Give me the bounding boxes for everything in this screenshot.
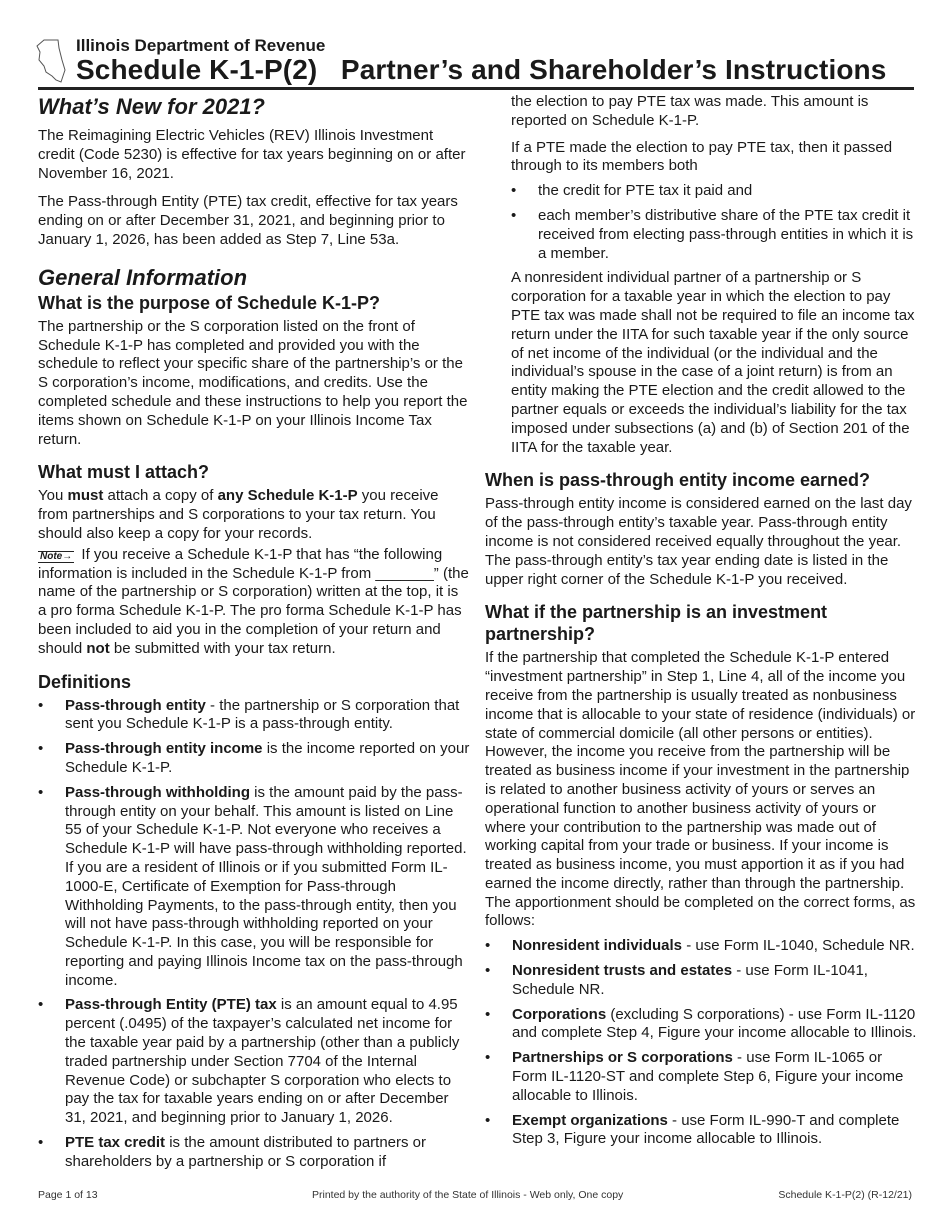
definition-item — [38, 740, 470, 778]
form-item — [485, 1112, 917, 1150]
definition-item — [38, 996, 470, 1128]
whats-new-heading: What’s New for 2021? — [38, 94, 265, 119]
earned-text: Pass-through entity income is considered earned on the last day of the pass-through entity’s taxable year. Pass-through entity income is not considered received equally throughout the year. The pass-through entity’s tax year ending date is listed in the upper right corner of the Schedule K-1-P you received. — [485, 495, 912, 588]
text-run: you receive from partnerships and S corporations to your tax return. You should also keep a copy for your records. — [38, 487, 439, 542]
form-id: Schedule K-1-P(2) (R-12/21) — [778, 1189, 912, 1201]
investment-text: If the partnership that completed the Schedule K-1-P entered “investment partnership” in Step 1, Line 4, all of the income you receive from the partnership is usually treated as nonbusiness income that is allocable to your state of residence (individuals) or state of commercial domicile (all other persons or entities). However, the income you receive from the partnership will be treated as business income if your investment in the partnership is related to another business activity of yours or serves an operational function to another business activity of yours or where your contribution to the partnership was made out of working capital from your trade or business. If your income is treated as business income, you must apportion it as if you had earned the income directly, rather than through the partnership. The apportionment should be completed on the correct forms, as follows: — [485, 649, 916, 930]
form-term: Nonresident trusts and estates — [512, 962, 733, 980]
text-run: be submitted with your tax return. — [109, 639, 336, 657]
form-text: - use Form IL-1065 or Form IL-1120-ST and complete Step 6, Figure your income allocable to Illinois. — [512, 1049, 904, 1104]
whats-new-paragraph: The Pass-through Entity (PTE) tax credit, effective for tax years ending on or after December 31, 2021, and beginning prior to January 1, 2026, has been added as Step 7, Line 53a. — [38, 193, 458, 248]
text-run: If you receive a Schedule K-1-P that has “the following information is included in the Schedule K-1-P from _______” (the name of the partnership or S corporation) written at the top, it is a pro forma Schedule K-1-P. The pro forma Schedule K-1-P has been included to aid you in the completion of your return and should — [38, 545, 469, 657]
pte-bullet: • each member’s distributive share of the PTE tax credit it received from electing pass-through entities in which it is a member. — [511, 207, 917, 263]
definition-text: - the partnership or S corporation that sent you Schedule K-1-P is a pass-through entity. — [65, 696, 460, 733]
form-item — [485, 1049, 917, 1105]
form-text: - use Form IL-1040, Schedule NR. — [682, 937, 915, 955]
form-item — [485, 1006, 917, 1044]
definition-text: is the amount distributed to partners or shareholders by a partnership or S corporation if — [65, 1134, 427, 1170]
definition-term: Pass-through entity income — [65, 740, 263, 758]
note-icon: Note→ — [40, 550, 73, 562]
definition-text: is an amount equal to 4.95 percent (.0495) of the taxpayer’s calculated net income for the taxable year paid by a partnership (other than a publicly traded partnership under Section 7704 of the Internal Revenue Code) or subchapter S corporation who elects to pay the tax for taxable years ending on or after December 31, 2021, and beginning prior to January 1, 2026. — [65, 996, 460, 1127]
definition-item — [38, 697, 470, 735]
right-column — [485, 93, 917, 1155]
definition-term: Pass-through withholding — [65, 783, 250, 801]
form-text: - use Form IL-1041, Schedule NR. — [512, 962, 868, 998]
page-title: Schedule K-1-P(2) Partner’s and Shareholder’s Instructions — [76, 54, 887, 85]
bold-run: any Schedule K-1-P — [217, 487, 358, 505]
bold-run: not — [86, 639, 110, 657]
investment-heading: What if the partnership is an investment partnership? — [485, 602, 828, 645]
pte-bullets — [485, 182, 917, 263]
definition-term: Pass-through Entity (PTE) tax — [65, 996, 277, 1014]
form-term: Nonresident individuals — [512, 937, 683, 955]
form-term: Corporations — [512, 1005, 607, 1023]
definitions-list — [38, 697, 470, 1172]
definition-term: Pass-through entity — [65, 696, 206, 714]
header-rule — [38, 87, 914, 90]
attach-heading: What must I attach? — [38, 462, 210, 483]
department-name: Illinois Department of Revenue — [76, 36, 326, 55]
purpose-heading: What is the purpose of Schedule K-1-P? — [38, 292, 381, 313]
text-run: You — [38, 487, 68, 505]
forms-list — [485, 937, 917, 1149]
text-run: attach a copy of — [103, 487, 218, 505]
definition-text: is the income reported on your Schedule K-1-P. — [65, 740, 470, 776]
whats-new-paragraph: The Reimagining Electric Vehicles (REV) Illinois Investment credit (Code 5230) is effective for tax years beginning on or after November 16, 2021. — [38, 127, 466, 182]
form-item — [485, 937, 917, 956]
illinois-logo-icon — [34, 38, 68, 84]
definition-term: PTE tax credit — [65, 1134, 166, 1152]
definition-item — [38, 784, 470, 991]
general-info-heading: General Information — [38, 264, 248, 290]
attach-text — [38, 487, 470, 543]
pte-bullet: • the credit for PTE tax it paid and — [511, 182, 917, 201]
definition-item — [38, 1134, 470, 1172]
left-column — [38, 93, 470, 1178]
note-label: Note — [40, 550, 63, 562]
authority-note: Printed by the authority of the State of Illinois - Web only, One copy — [312, 1189, 624, 1201]
form-term: Exempt organizations — [512, 1111, 668, 1129]
form-item — [485, 962, 917, 1000]
definitions-heading: Definitions — [38, 671, 131, 692]
continuation-text: the election to pay PTE tax was made. This amount is reported on Schedule K-1-P. — [511, 93, 869, 129]
purpose-text: The partnership or the S corporation listed on the front of Schedule K-1-P has completed and provided you with the schedule to reflect your specific share of the partnership’s or the S corporation’s income, modifications, and credits. Use the completed schedule and these instructions to help you report the items shown on Schedule K-1-P on your Illinois Income Tax return. — [38, 317, 468, 448]
bold-run: must — [67, 487, 104, 505]
pte-intro: If a PTE made the election to pay PTE tax, then it passed through to its members both — [511, 138, 893, 175]
definition-text: is the amount paid by the pass-through entity on your behalf. This amount is listed on Line 55 of your Schedule K-1-P. Not everyone who receives a Schedule K-1-P will have pass-through withholding reported. If you are a resident of Illinois or if you submitted Form IL-1000-E, Certificate of Exemption for Pass-through Withholding Payments, to the pass-through entity, then you will not have pass-through withholding reported on your Schedule K-1-P. In this case, you will be responsible for reporting and paying Illinois Income tax on the pass-through income. — [65, 783, 467, 989]
page-number: Page 1 of 13 — [38, 1189, 98, 1201]
form-term: Partnerships or S corporations — [512, 1049, 733, 1067]
form-text: (excluding S corporations) - use Form IL-1120 and complete Step 4, Figure your income allocable to Illinois. — [512, 1005, 917, 1042]
earned-heading: When is pass-through entity income earned? — [485, 470, 871, 491]
form-text: - use Form IL-990-T and complete Step 3, Figure your income allocable to Illinois. — [512, 1111, 900, 1148]
note-text — [38, 546, 470, 659]
nonresident-text: A nonresident individual partner of a partnership or S corporation for a taxable year in which the election to pay PTE tax was made shall not be required to file an income tax return under the IITA for such taxable year if the only source of net income of the individual (or the individual and the individual’s spouse in the case of a joint return) is from an entity making the PTE election and the credit allowed to the partner equals or exceeds the individual’s liability for the tax imposed under subsections (a) and (b) of Section 201 of the IITA for the taxable year. — [511, 269, 915, 456]
